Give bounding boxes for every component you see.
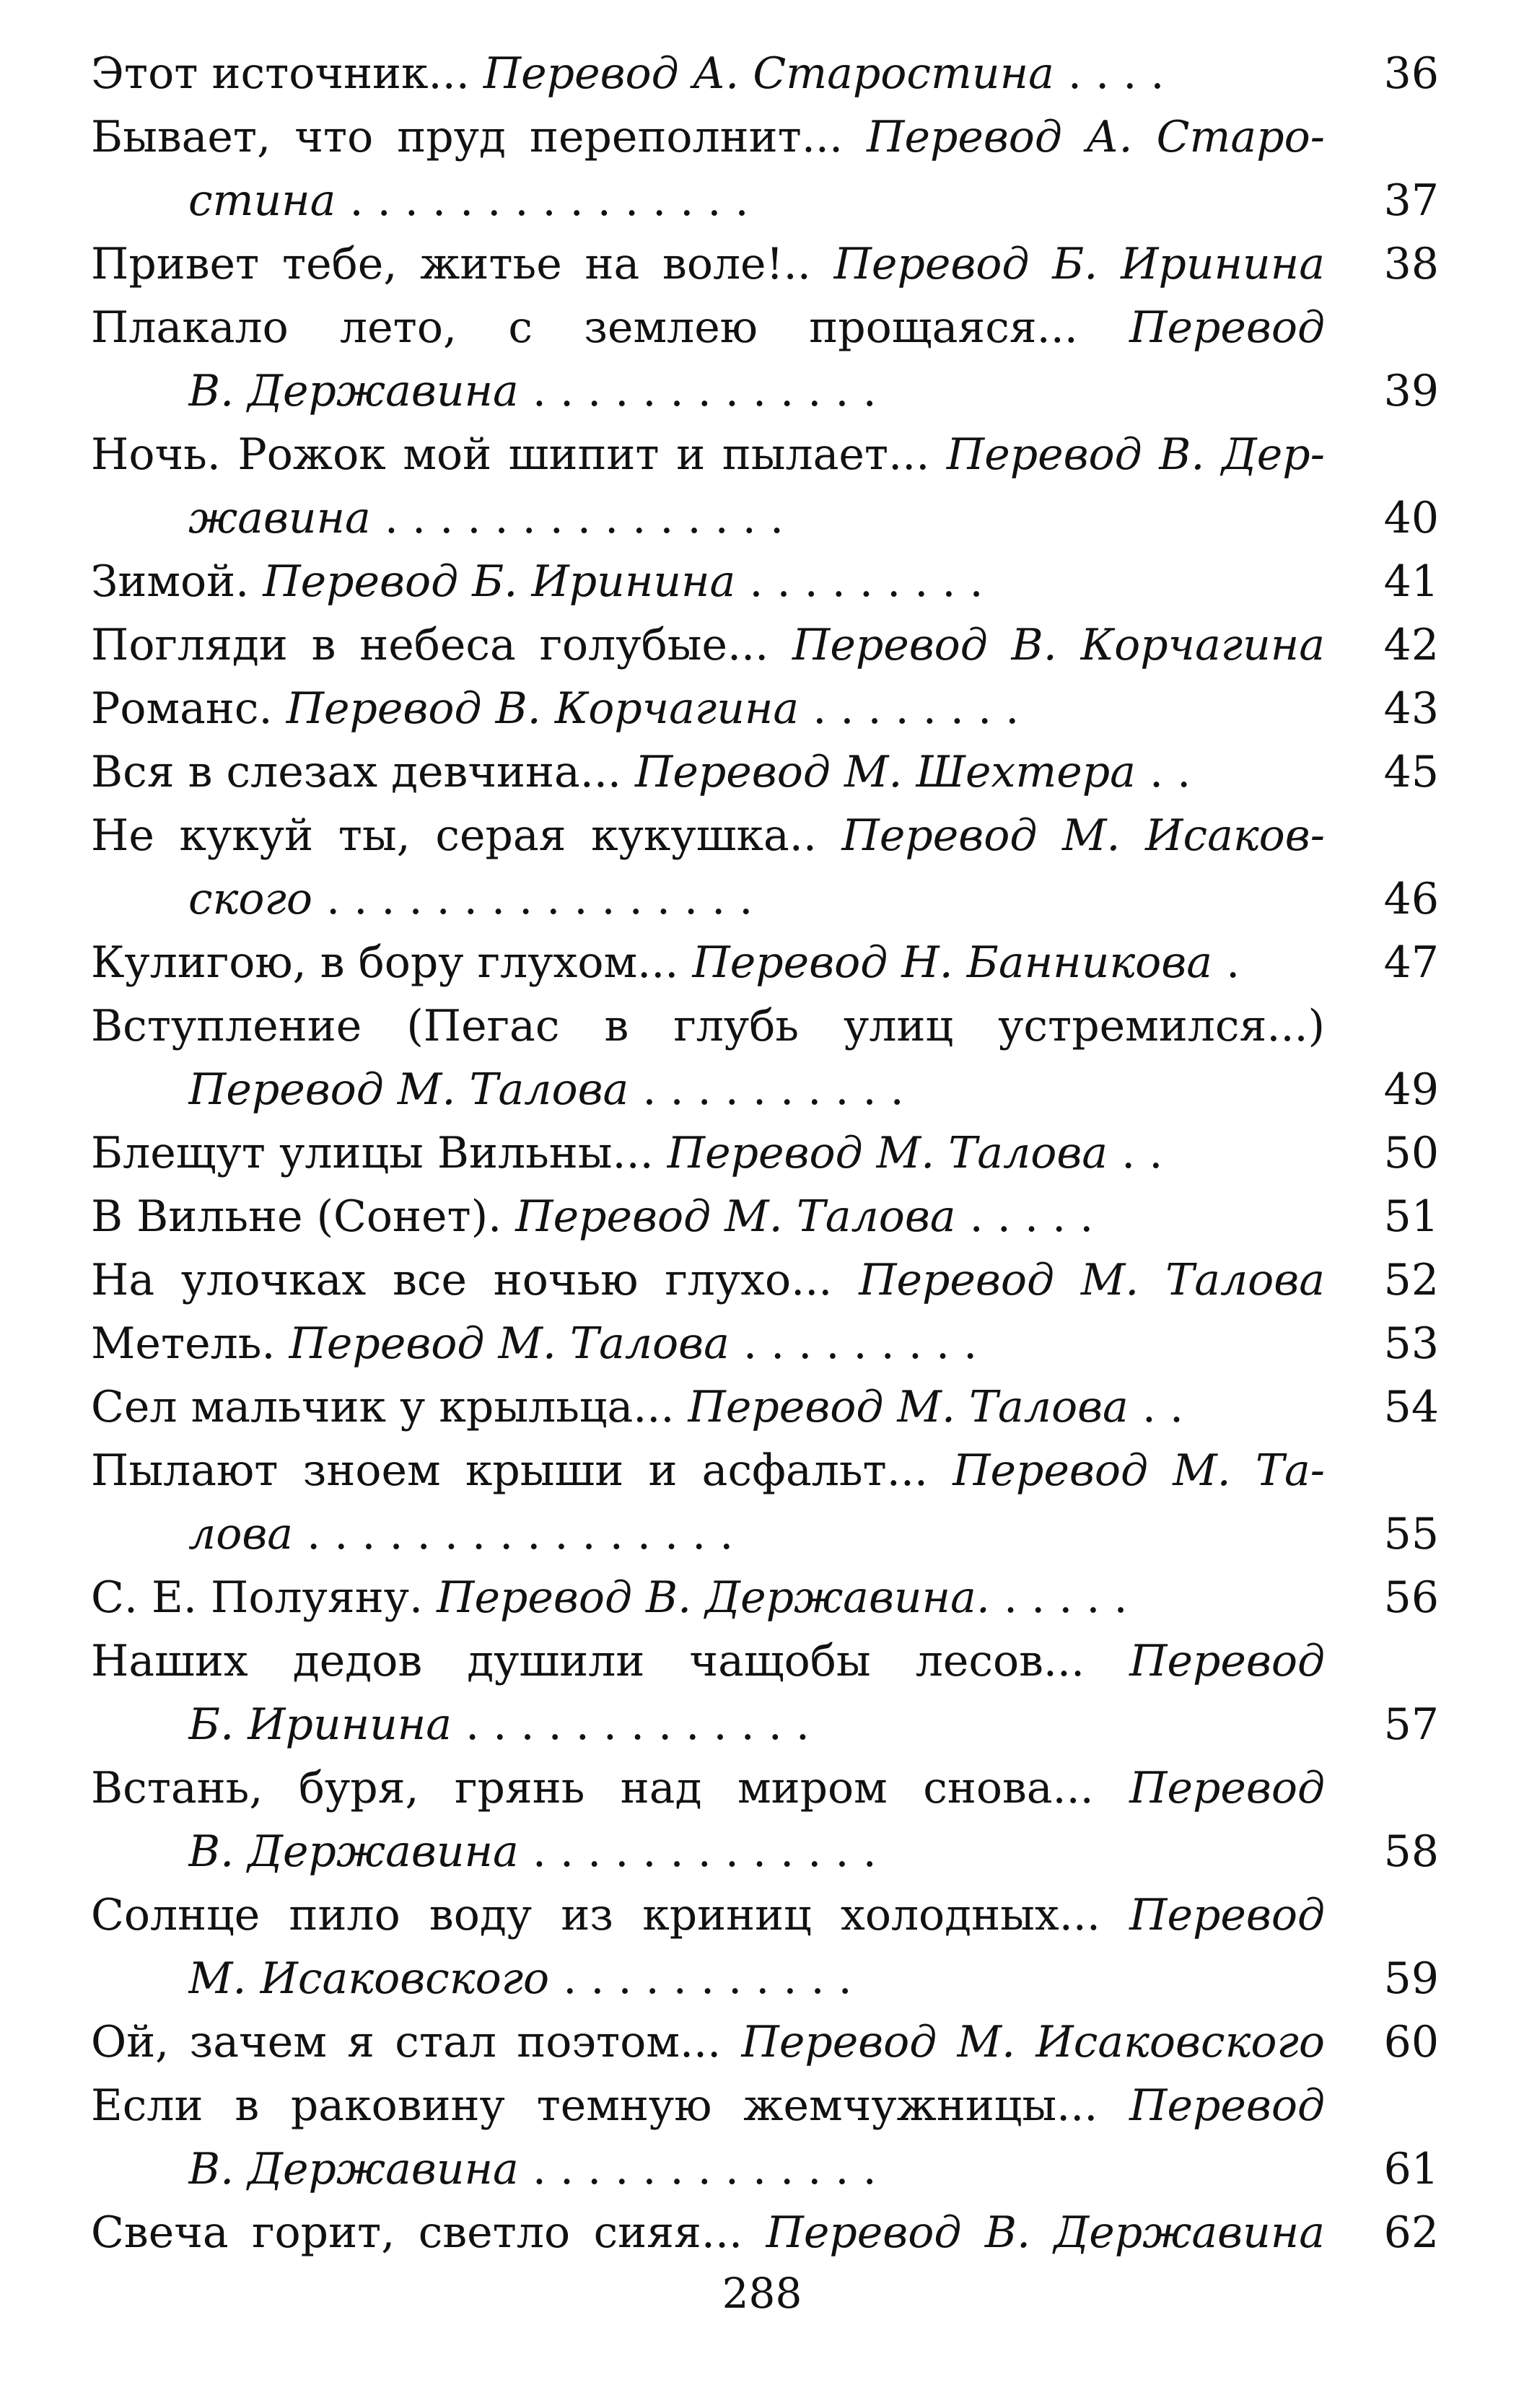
toc-entry [91, 1312, 1439, 1375]
dot-leader: . . [1128, 1382, 1184, 1432]
poem-title: Наших дедов душили чащобы лесов... [91, 1636, 1130, 1686]
entry-page-number: 38 [1383, 239, 1439, 289]
entry-title [91, 2074, 1325, 2137]
toc-line [91, 1566, 1439, 1629]
translator-credit: Перевод [1129, 302, 1325, 353]
entry-title [91, 1121, 1325, 1185]
toc-line [91, 2137, 1439, 2201]
translator-credit: Перевод В. Державина. [437, 1572, 990, 1623]
translator-credit: Перевод М. Талова [188, 1064, 629, 1115]
translator-credit: Б. Иринина [188, 1699, 452, 1750]
entry-page-number: 50 [1383, 1128, 1439, 1178]
dot-leader: . . . . . . . . . . . [549, 1953, 852, 2004]
entry-page-number: 59 [1383, 1953, 1439, 2004]
poem-title: Если в раковину темную жемчужницы... [91, 2080, 1130, 2131]
entry-title [91, 1185, 1325, 1248]
translator-credit: Перевод М. Талова [688, 1382, 1129, 1432]
toc-entry [91, 232, 1439, 296]
translator-credit: ского [188, 874, 313, 924]
entry-title [91, 613, 1325, 677]
toc-line [91, 931, 1439, 994]
poem-title: Бывает, что пруд переполнит... [91, 112, 867, 162]
toc-entry [91, 296, 1439, 423]
poem-title: Блещут улицы Вильны... [91, 1128, 667, 1178]
poem-title: В Вильне (Сонет). [91, 1191, 516, 1242]
toc-line [91, 232, 1439, 296]
translator-credit: Перевод М. Исаков- [841, 810, 1325, 861]
toc-line [91, 423, 1439, 486]
toc-entry [91, 1439, 1439, 1566]
entry-title [188, 1058, 1325, 1121]
toc-entry [91, 550, 1439, 613]
translator-credit: М. Исаковского [188, 1953, 550, 2004]
entry-page-number: 45 [1383, 747, 1439, 797]
dot-leader: . . . . [1054, 48, 1165, 99]
toc-entry [91, 105, 1439, 232]
translator-credit: Перевод А. Старо- [867, 112, 1325, 162]
entry-page-number: 54 [1383, 1382, 1439, 1432]
translator-credit: стина [188, 175, 336, 226]
translator-credit: В. Державина [188, 366, 519, 416]
dot-leader: . . [1108, 1128, 1163, 1178]
translator-credit: лова [188, 1509, 294, 1559]
dot-leader: . . . . . . . . . . . . . [518, 2144, 877, 2194]
poem-title: Плакало лето, с землею прощаяся... [91, 302, 1130, 353]
poem-title: Метель. [91, 1318, 289, 1369]
entry-title [188, 1947, 1325, 2010]
toc-line [91, 550, 1439, 613]
toc-line [91, 2201, 1439, 2264]
toc-entry [91, 1375, 1439, 1439]
entry-page-number: 61 [1383, 2144, 1439, 2194]
toc-line [91, 169, 1439, 232]
toc-line [91, 2010, 1439, 2074]
entry-page-number: 47 [1383, 937, 1439, 988]
entry-title [188, 169, 1325, 232]
dot-leader: . . . . . . . . . . [629, 1064, 904, 1115]
dot-leader: . . [1135, 747, 1191, 797]
toc-line [91, 1629, 1439, 1693]
translator-credit: В. Державина [188, 1826, 519, 1877]
poem-title: Погляди в небеса голубые... [91, 620, 793, 670]
translator-credit: Перевод В. Корчагина [286, 683, 800, 734]
toc-line [91, 1185, 1439, 1248]
entry-page-number: 46 [1383, 874, 1439, 924]
poem-title: Солнце пило воду из криниц холодных... [91, 1890, 1130, 1940]
toc-line [91, 1947, 1439, 2010]
entry-page-number: 40 [1383, 493, 1439, 543]
entry-title [91, 1248, 1325, 1312]
toc-entry [91, 42, 1439, 105]
entry-title [91, 1312, 1325, 1375]
translator-credit: Перевод Б. Иринина [263, 556, 736, 607]
toc-line [91, 677, 1439, 740]
poem-title: Пылают зноем крыши и асфальт... [91, 1445, 953, 1496]
entry-title [91, 740, 1325, 804]
toc-line [91, 613, 1439, 677]
entry-title [188, 359, 1325, 423]
toc-line [91, 1312, 1439, 1375]
poem-title: Этот источник... [91, 48, 483, 99]
poem-title: Кулигою, в бору глухом... [91, 937, 693, 988]
dot-leader: . . . . . . . . . [729, 1318, 978, 1369]
entry-page-number: 37 [1383, 175, 1439, 226]
toc-line [91, 1375, 1439, 1439]
dot-leader: . . . . . . . . [799, 683, 1020, 734]
toc-entry [91, 994, 1439, 1121]
translator-credit: Перевод М. Талова [667, 1128, 1108, 1178]
dot-leader: . . . . . [989, 1572, 1128, 1623]
poem-title: Свеча горит, светло сияя... [91, 2207, 766, 2258]
entry-title [188, 1820, 1325, 1883]
entry-title [91, 550, 1325, 613]
toc-line [91, 1756, 1439, 1820]
entry-title [91, 2201, 1325, 2264]
entry-title [188, 867, 1325, 931]
entry-page-number: 42 [1383, 620, 1439, 670]
entry-title [91, 42, 1325, 105]
translator-credit: Перевод М. Шехтера [635, 747, 1136, 797]
toc-entry [91, 931, 1439, 994]
table-of-contents [91, 42, 1439, 2264]
entry-page-number: 56 [1383, 1572, 1439, 1623]
toc-entry [91, 1566, 1439, 1629]
entry-title [91, 677, 1325, 740]
poem-title: Встань, буря, грянь над миром снова... [91, 1763, 1130, 1813]
toc-line [91, 1058, 1439, 1121]
entry-title [91, 1439, 1325, 1502]
entry-title [91, 1883, 1325, 1947]
entry-title [91, 423, 1325, 486]
entry-title [91, 1375, 1325, 1439]
toc-entry [91, 1629, 1439, 1756]
poem-title: Зимой. [91, 556, 263, 607]
entry-title [91, 804, 1325, 867]
translator-credit: Перевод М. Талова [515, 1191, 956, 1242]
poem-title: С. Е. Полуяну. [91, 1572, 437, 1623]
poem-title: Сел мальчик у крыльца... [91, 1382, 688, 1432]
toc-line [91, 1248, 1439, 1312]
entry-title [91, 1629, 1325, 1693]
toc-line [91, 1820, 1439, 1883]
toc-line [91, 1883, 1439, 1947]
translator-credit: Перевод М. Талова [859, 1255, 1325, 1305]
poem-title: Привет тебе, житье на воле!.. [91, 239, 834, 289]
toc-entry [91, 804, 1439, 931]
entry-page-number: 52 [1383, 1255, 1439, 1305]
entry-title [188, 2137, 1325, 2201]
dot-leader: . . . . . . . . . . . . . . . [370, 493, 784, 543]
poem-title: Вступление (Пегас в глубь улиц устремился...) [91, 1001, 1325, 1051]
entry-title [91, 1756, 1325, 1820]
toc-entry [91, 1883, 1439, 2010]
entry-page-number: 49 [1383, 1064, 1439, 1115]
entry-title [188, 486, 1325, 550]
entry-page-number: 62 [1383, 2207, 1439, 2258]
poem-title: Романс. [91, 683, 286, 734]
translator-credit: Перевод Н. Банникова [692, 937, 1212, 988]
toc-line [91, 867, 1439, 931]
toc-entry [91, 2201, 1439, 2264]
toc-line [91, 1502, 1439, 1566]
toc-line [91, 42, 1439, 105]
entry-page-number: 41 [1383, 556, 1439, 607]
entry-title [91, 931, 1325, 994]
dot-leader: . . . . . . . . . . . . . [518, 1826, 877, 1877]
dot-leader: . . . . . . . . . [735, 556, 984, 607]
toc-entry [91, 1121, 1439, 1185]
poem-title: Не кукуй ты, серая кукушка.. [91, 810, 842, 861]
dot-leader: . . . . . . . . . . . . . [518, 366, 877, 416]
entry-page-number: 60 [1383, 2017, 1439, 2067]
dot-leader: . . . . . . . . . . . . . [452, 1699, 810, 1750]
entry-page-number: 55 [1383, 1509, 1439, 1559]
translator-credit: Перевод М. Талова [289, 1318, 730, 1369]
translator-credit: Перевод М. Та- [952, 1445, 1325, 1496]
translator-credit: Перевод А. Старостина [483, 48, 1054, 99]
toc-entry [91, 1248, 1439, 1312]
entry-page-number: 53 [1383, 1318, 1439, 1369]
toc-entry [91, 1756, 1439, 1883]
translator-credit: Перевод [1129, 1763, 1325, 1813]
translator-credit: Перевод [1129, 2080, 1325, 2131]
toc-line [91, 105, 1439, 169]
toc-line [91, 1439, 1439, 1502]
toc-line [91, 804, 1439, 867]
entry-page-number: 43 [1383, 683, 1439, 734]
toc-entry [91, 423, 1439, 550]
dot-leader: . . . . . . . . . . . . . . . [336, 175, 749, 226]
entry-title [91, 994, 1325, 1058]
translator-credit: Перевод Б. Иринина [833, 239, 1325, 289]
translator-credit: Перевод В. Дер- [946, 429, 1325, 480]
translator-credit: Перевод [1129, 1890, 1325, 1940]
poem-title: Ночь. Рожок мой шипит и пылает... [91, 429, 947, 480]
toc-entry [91, 2010, 1439, 2074]
entry-page-number: 51 [1383, 1191, 1439, 1242]
dot-leader: . . . . . [955, 1191, 1094, 1242]
toc-entry [91, 1185, 1439, 1248]
poem-title: Вся в слезах девчина... [91, 747, 636, 797]
page-number: 288 [722, 2269, 802, 2318]
toc-entry [91, 677, 1439, 740]
toc-line [91, 296, 1439, 359]
toc-entry [91, 740, 1439, 804]
poem-title: На улочках все ночью глухо... [91, 1255, 859, 1305]
translator-credit: Перевод [1129, 1636, 1325, 1686]
entry-page-number: 57 [1383, 1699, 1439, 1750]
entry-title [91, 1566, 1325, 1629]
toc-entry [91, 2074, 1439, 2201]
dot-leader: . . . . . . . . . . . . . . . . [293, 1509, 734, 1559]
entry-page-number: 39 [1383, 366, 1439, 416]
entry-title [91, 232, 1325, 296]
toc-line [91, 1121, 1439, 1185]
entry-title [91, 296, 1325, 359]
entry-page-number: 58 [1383, 1826, 1439, 1877]
entry-page-number: 36 [1383, 48, 1439, 99]
toc-line [91, 486, 1439, 550]
entry-title [188, 1693, 1325, 1756]
toc-line [91, 994, 1439, 1058]
toc-line [91, 740, 1439, 804]
poem-title: Ой, зачем я стал поэтом... [91, 2017, 742, 2067]
entry-title [91, 2010, 1325, 2074]
translator-credit: Перевод М. Исаковского [741, 2017, 1325, 2067]
toc-line [91, 1693, 1439, 1756]
entry-title [91, 105, 1325, 169]
dot-leader: . [1212, 937, 1240, 988]
entry-title [188, 1502, 1325, 1566]
toc-line [91, 2074, 1439, 2137]
translator-credit: Перевод В. Державина [766, 2207, 1325, 2258]
translator-credit: В. Державина [188, 2144, 519, 2194]
translator-credit: Перевод В. Корчагина [792, 620, 1325, 670]
toc-line [91, 359, 1439, 423]
dot-leader: . . . . . . . . . . . . . . . . [312, 874, 753, 924]
translator-credit: жавина [188, 493, 371, 543]
toc-entry [91, 613, 1439, 677]
